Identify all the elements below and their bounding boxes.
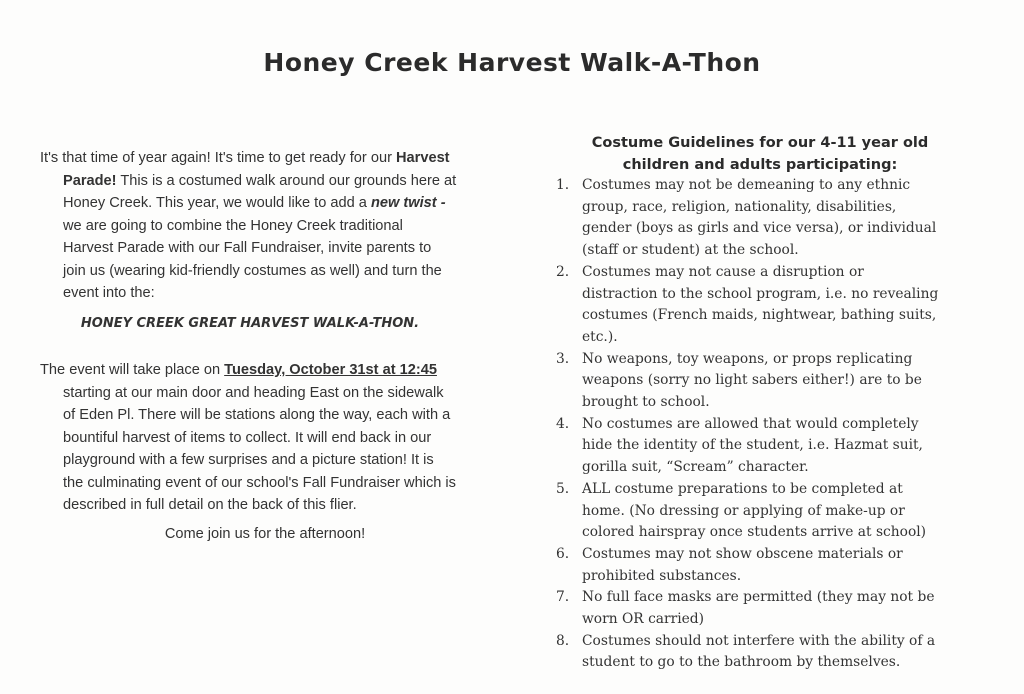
guideline-text-line: Costumes may not be demeaning to any ethnic bbox=[582, 177, 911, 193]
guideline-text-line: Costumes may not show obscene materials or bbox=[582, 545, 903, 562]
text-line bbox=[40, 427, 510, 450]
guideline-number: 1. bbox=[556, 177, 570, 193]
guideline-text-line: home. (No dressing or applying of make-up or bbox=[582, 502, 905, 519]
guideline-text-line: brought to school. bbox=[582, 394, 710, 411]
text-line bbox=[40, 359, 510, 382]
closing-line: Come join us for the afternoon! bbox=[164, 526, 366, 542]
text-run: the culminating event of our school's Fall Fundraiser which is bbox=[63, 474, 456, 491]
guideline-item bbox=[556, 414, 976, 479]
guideline-number: 2. bbox=[556, 263, 570, 280]
guideline-text-line: (staff or student) at the school. bbox=[582, 242, 799, 259]
guideline-number: 6. bbox=[556, 545, 570, 562]
text-run: of Eden Pl. There will be stations along the way, each with a bbox=[63, 407, 451, 423]
guideline-text-line: ALL costume preparations to be completed at bbox=[582, 480, 903, 497]
guideline-text-line: etc.). bbox=[582, 328, 618, 345]
text-line bbox=[40, 382, 510, 405]
text-run: described in full detail on the back of this flier. bbox=[63, 497, 357, 513]
text-line bbox=[40, 170, 510, 193]
text-line bbox=[40, 404, 510, 427]
text-run: playground with a few surprises and a picture station! It is bbox=[63, 452, 434, 468]
guideline-item bbox=[556, 587, 976, 630]
guideline-number: 4. bbox=[556, 415, 570, 432]
text-line bbox=[40, 237, 510, 260]
guidelines-heading-line: children and adults participating: bbox=[622, 157, 898, 173]
guideline-item bbox=[556, 479, 976, 544]
text-line bbox=[40, 282, 510, 305]
guideline-item bbox=[556, 631, 976, 674]
text-line bbox=[40, 472, 510, 495]
guideline-text-line: Costumes should not interfere with the ability of a bbox=[582, 632, 936, 649]
guideline-number: 5. bbox=[556, 480, 570, 497]
guideline-item bbox=[556, 175, 976, 262]
text-run: The event will take place on bbox=[40, 362, 225, 378]
event-name: HONEY CREEK GREAT HARVEST WALK-A-THON. bbox=[80, 316, 420, 331]
guideline-text-line: hide the identity of the student, i.e. Hazmat suit, bbox=[582, 437, 923, 454]
emphasis-text: new twist - bbox=[370, 195, 446, 211]
guideline-text-line: costumes (French maids, nightwear, bathing suits, bbox=[582, 307, 937, 324]
guidelines-heading bbox=[560, 132, 960, 176]
guideline-text-line: distraction to the school program, i.e. no revealing bbox=[582, 285, 939, 302]
guideline-text-line: student to go to the bathroom by themselves. bbox=[582, 654, 901, 671]
text-run: event into the: bbox=[63, 285, 155, 301]
flier-title: Honey Creek Harvest Walk-A-Thon bbox=[263, 48, 761, 77]
guideline-text-line: gorilla suit, “Scream” character. bbox=[582, 459, 809, 476]
guideline-text-line: colored hairspray once students arrive at school) bbox=[582, 524, 927, 541]
text-line bbox=[40, 494, 510, 517]
text-line bbox=[40, 147, 510, 170]
bold-text: Harvest bbox=[396, 150, 450, 166]
intro-paragraph bbox=[40, 147, 510, 305]
guideline-text-line: group, race, religion, nationality, disabilities, bbox=[582, 198, 897, 215]
guideline-text-line: worn OR carried) bbox=[582, 611, 705, 628]
text-run: starting at our main door and heading East on the sidewalk bbox=[63, 384, 444, 401]
guideline-text-line: Costumes may not cause a disruption or bbox=[582, 263, 864, 280]
text-run: join us (wearing kid-friendly costumes as well) and turn the bbox=[63, 262, 442, 279]
text-line bbox=[40, 215, 510, 238]
bold-text: Parade! bbox=[63, 172, 117, 189]
text-line bbox=[40, 192, 510, 215]
guideline-text-line: No weapons, toy weapons, or props replicating bbox=[582, 350, 913, 367]
guideline-item bbox=[556, 349, 976, 414]
guideline-number: 3. bbox=[556, 350, 570, 367]
text-run: Harvest Parade with our Fall Fundraiser, invite parents to bbox=[63, 240, 432, 256]
text-run: Honey Creek. This year, we would like to add a bbox=[63, 195, 371, 211]
guideline-item bbox=[556, 544, 976, 587]
guideline-text-line: No costumes are allowed that would completely bbox=[582, 415, 919, 432]
guideline-item bbox=[556, 262, 976, 349]
guideline-text-line: No full face masks are permitted (they may not be bbox=[582, 589, 935, 606]
text-run: This is a costumed walk around our grounds here at bbox=[116, 172, 457, 189]
text-run: It's that time of year again! It's time to get ready for our bbox=[40, 150, 396, 166]
guideline-text-line: gender (boys as girls and vice versa), or individual bbox=[582, 220, 937, 237]
guidelines-list bbox=[556, 175, 976, 674]
text-line bbox=[40, 260, 510, 283]
guideline-number: 7. bbox=[556, 589, 570, 606]
text-line bbox=[40, 449, 510, 472]
guideline-text-line: prohibited substances. bbox=[582, 567, 742, 584]
event-details-paragraph bbox=[40, 359, 510, 517]
guidelines-heading-line: Costume Guidelines for our 4-11 year old bbox=[591, 135, 929, 151]
text-run: we are going to combine the Honey Creek traditional bbox=[63, 217, 403, 234]
guideline-number: 8. bbox=[556, 632, 570, 649]
event-date-time: Tuesday, October 31st at 12:45 bbox=[224, 362, 437, 378]
guideline-text-line: weapons (sorry no light sabers either!) are to be bbox=[582, 372, 922, 389]
text-run: bountiful harvest of items to collect. It will end back in our bbox=[63, 429, 432, 446]
